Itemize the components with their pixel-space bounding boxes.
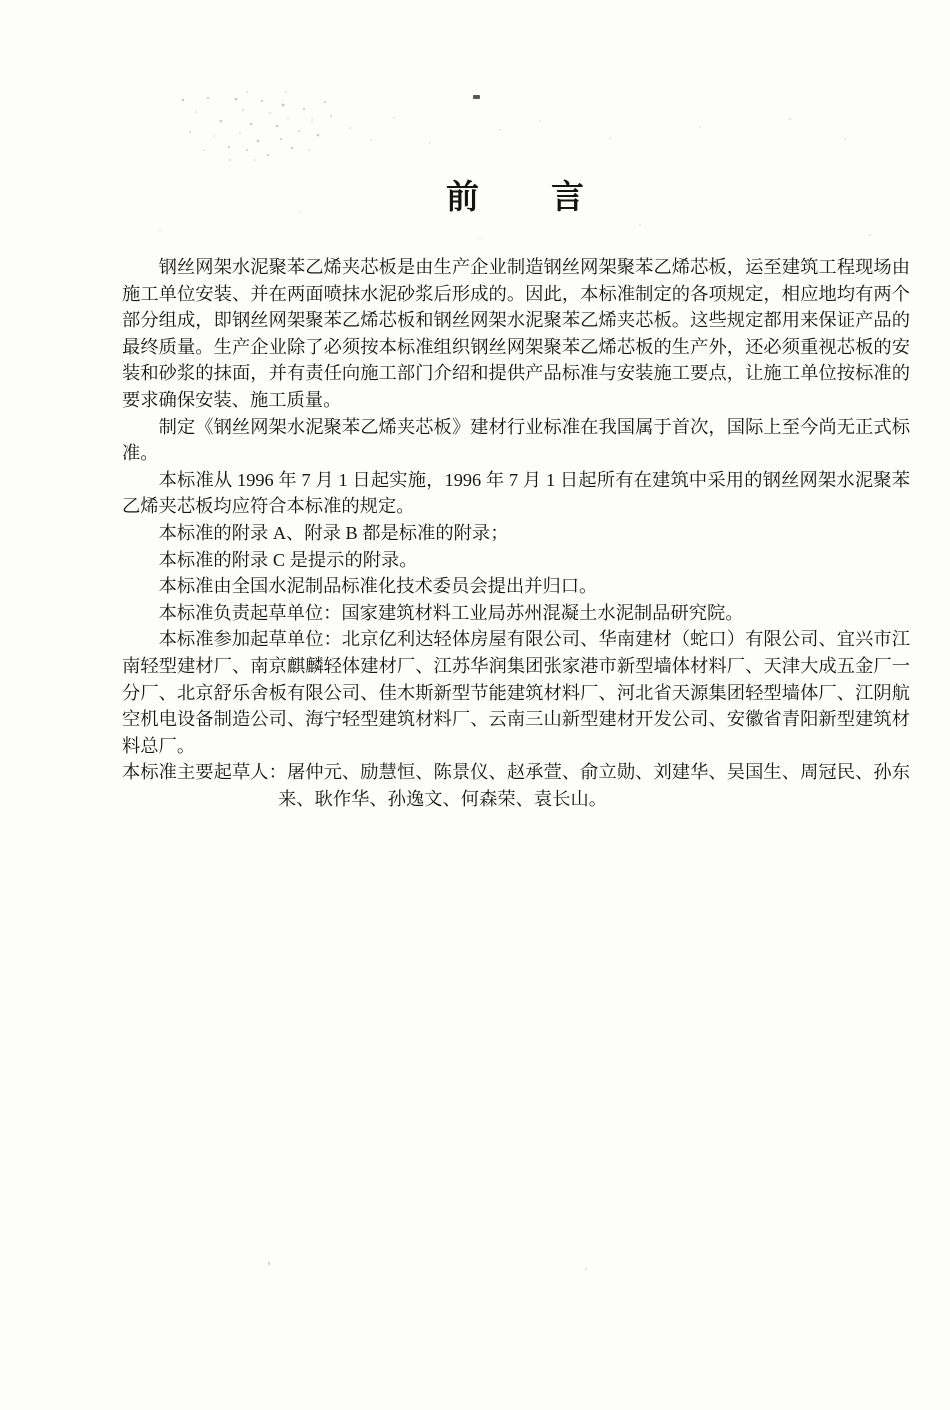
scan-speck (473, 95, 480, 99)
paragraph-intro: 钢丝网架水泥聚苯乙烯夹芯板是由生产企业制造钢丝网架聚苯乙烯芯板，运至建筑工程现场由施工单位安装、并在两面喷抹水泥砂浆后形成的。因此，本标准制定的各项规定，相应地均有两个部分组成，即钢丝网架聚苯乙烯芯板和钢丝网架水泥聚苯乙烯夹芯板。这些规定都用来保证产品的最终质量。生产企业除了必须按本标准组织钢丝网架聚苯乙烯芯板的生产外，还必须重视芯板的安装和砂浆的抹面，并有责任向施工部门介绍和提供产品标准与安装施工要点，让施工单位按标准的要求确保安装、施工质量。 (122, 257, 910, 410)
page-title: 前 言 (446, 180, 586, 216)
paragraph-participating-units: 本标准参加起草单位：北京亿利达轻体房屋有限公司、华南建材（蛇口）有限公司、宜兴市江南轻型建材厂、南京麒麟轻体建材厂、江苏华润集团张家港市新型墙体材料厂、天津大成五金厂一分厂、北京舒乐舍板有限公司、佳木斯新型节能建筑材料厂、河北省天源集团轻型墙体厂、江阴航空机电设备制造公司、海宁轻型建筑材料厂、云南三山新型建材开发公司、安徽省青阳新型建筑材料总厂。 (122, 629, 910, 756)
document-content (122, 178, 910, 812)
paragraph-chief-drafting-unit: 本标准负责起草单位：国家建筑材料工业局苏州混凝土水泥制品研究院。 (158, 602, 744, 623)
paragraph-appendix-c: 本标准的附录 C 是提示的附录。 (158, 549, 418, 570)
paragraph-appendix-ab: 本标准的附录 A、附录 B 都是标准的附录； (158, 522, 509, 543)
paragraph-first-standard: 制定《钢丝网架水泥聚苯乙烯夹芯板》建材行业标准在我国属于首次，国际上至今尚无正式标准。 (122, 416, 910, 464)
paragraph-committee: 本标准由全国水泥制品标准化技术委员会提出并归口。 (158, 576, 598, 597)
document-body (122, 254, 910, 812)
paragraph-effective-date: 本标准从 1996 年 7 月 1 日起实施，1996 年 7 月 1 日起所有在建筑中采用的钢丝网架水泥聚苯乙烯夹芯板均应符合本标准的规定。 (122, 469, 910, 517)
scan-speck (268, 1262, 270, 1265)
scan-speck (585, 1268, 587, 1270)
paragraph-main-drafters: 本标准主要起草人：屠仲元、励慧恒、陈景仪、赵承萱、俞立勋、刘建华、吴国生、周冠民、孙东来、耿作华、孙逸文、何森荣、袁长山。 (122, 762, 910, 809)
